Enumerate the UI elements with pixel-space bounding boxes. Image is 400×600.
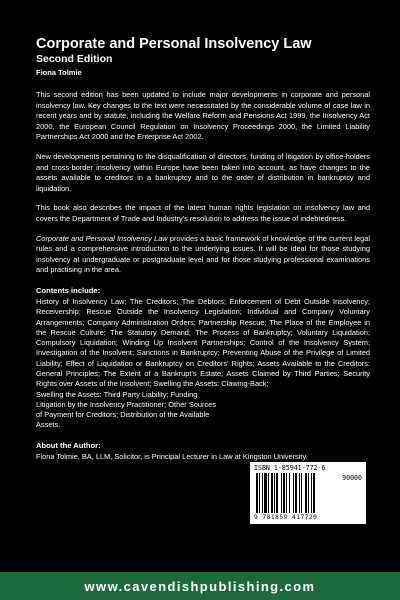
about-author-heading: About the Author: bbox=[36, 440, 101, 450]
blurb-paragraph-4-text: provides a basic framework of knowledge of the current legal rules and a comprehensive introduction to the underlying issues. It will be ideal for those studying insolvency at undergraduate or postgraduate level and for those studying professional examinations and practising in the area. bbox=[36, 233, 370, 275]
about-author-text: Fiona Tolmie, BA, LLM, Solicitor, is Principal Lecturer in Law at Kingston University. bbox=[36, 451, 308, 461]
isbn-barcode bbox=[250, 462, 366, 524]
price-code: 90000 bbox=[342, 474, 362, 482]
barcode-bars bbox=[256, 473, 324, 513]
isbn-number: ISBN 1-85941-772-6 bbox=[254, 464, 326, 472]
blurb-paragraph-3: This book also describes the impact of the latest human rights legislation on insolvency law and covers the Department of Trade and Industry's resolution to address the issue of indebtedness. bbox=[36, 203, 370, 223]
contents-list: History of Insolvency Law; The Creditors; The Debtors; Enforcement of Debt Outside Insolvency; Receivership; Rescue Outside the Insolvency Legislation; Individual and Company Voluntary Arrangements; Company Administration Orders; Partnership Rescue; The Place of the Employee in the Rescue Culture; The Statutory Demand; The Process of Bankruptcy; Voluntary Liquidation; Compulsory Liquidation; Winding Up Insolvent Partnerships; Control of the Insolvency System; Investigation of the Insolvent; Sanctions in Bankruptcy; Preventing Abuse of the Privilege of Limited Liability; Effect of Liquidation or Bankruptcy on Creditors' Rights; Assets Available to the Creditors: General Principles; The Extent of a Bankrupt's Estate; Assets Claimed by Third Parties; Security Rights over Assets of the Insolvent; Swelling the Assets: Clawing-Back; bbox=[36, 296, 370, 389]
blurb-paragraph-2: New developments pertaining to the disqualification of directors, funding of litigation by office-holders and cross-border insolvency within Europe have been taken into account, as have changes to the assets available to creditors in a bankruptcy and to the order of distribution in bankruptcy and liquidation. bbox=[36, 151, 370, 193]
book-title: Corporate and Personal Insolvency Law bbox=[36, 36, 312, 52]
book-edition: Second Edition bbox=[36, 53, 113, 65]
contents-list-continued: Swelling the Assets: Third Party Liability; Funding Litigation by the Insolvency Practitioner; Other Sources of Payment for Creditors; Distribution of the Available Assets. bbox=[36, 389, 216, 430]
blurb-title-italic: Corporate and Personal Insolvency Law bbox=[36, 233, 168, 243]
book-author: Fiona Tolmie bbox=[36, 68, 82, 77]
publisher-footer-band bbox=[0, 572, 400, 600]
publisher-url[interactable]: www.cavendishpublishing.com bbox=[84, 578, 316, 594]
ean-number: 9 781859 417720 bbox=[254, 514, 318, 521]
blurb-paragraph-4 bbox=[36, 234, 370, 276]
contents-heading: Contents include: bbox=[36, 285, 101, 295]
blurb-paragraph-1: This second edition has been updated to include major developments in corporate and personal insolvency law. Key changes to the text were necessitated by the considerable volume of case law in recent years and by statute, including the Welfare Reform and Pensions Act 1999, the Insolvency Act 2000, the European Council Regulation on Insolvency Proceedings 2000, the Limited Liability Partnerships Act 2000 and the Enterprise Act 2002. bbox=[36, 90, 370, 142]
cover-text-block bbox=[36, 36, 370, 462]
